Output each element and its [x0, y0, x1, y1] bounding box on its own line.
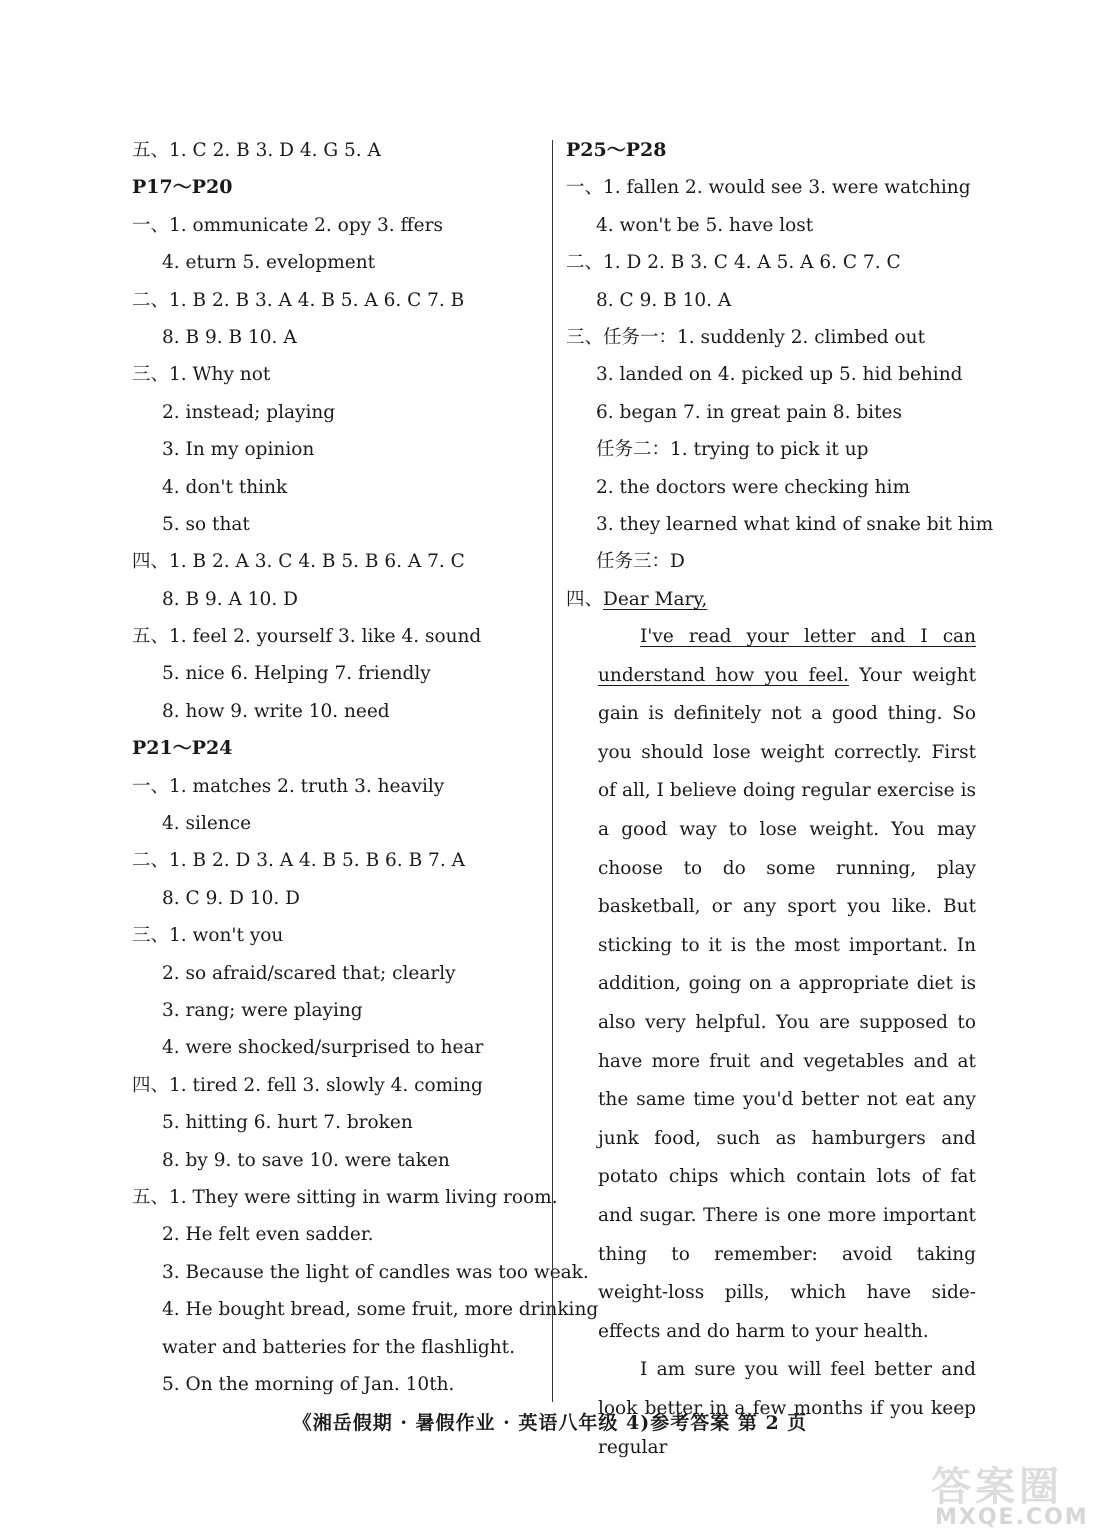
- answer-line: 三、1. Why not: [132, 364, 271, 386]
- answer-line: 2. so afraid/scared that; clearly: [162, 962, 456, 984]
- letter-section-marker: 四、: [566, 588, 604, 610]
- answer-line: 五、1. C 2. B 3. D 4. G 5. A: [132, 140, 381, 161]
- letter-paragraph-1: [566, 618, 976, 1351]
- answer-line: 2. instead; playing: [162, 401, 336, 423]
- letter-salutation: Dear Mary,: [603, 588, 708, 610]
- answer-line: 2. He felt even sadder.: [162, 1224, 374, 1246]
- answer-line: 3. In my opinion: [162, 439, 315, 461]
- answer-line: 一、1. ommunicate 2. opy 3. ffers: [132, 214, 443, 236]
- watermark-logo: [925, 1455, 1095, 1533]
- answer-line: 3. landed on 4. picked up 5. hid behind: [596, 364, 963, 386]
- answer-line: water and batteries for the flashlight.: [162, 1336, 515, 1358]
- answer-line: 6. began 7. in great pain 8. bites: [596, 401, 902, 423]
- answer-line: 8. C 9. B 10. A: [596, 289, 732, 311]
- answer-line: 4. were shocked/surprised to hear: [162, 1037, 484, 1059]
- letter-underlined-opening: I've read your letter and I can understand how you feel.: [598, 626, 976, 686]
- answer-line: 3. Because the light of candles was too weak.: [162, 1261, 589, 1283]
- answer-line: 4. won't be 5. have lost: [596, 214, 814, 236]
- column-divider: [552, 140, 553, 1402]
- watermark-url: MXQE.COM: [935, 1505, 1089, 1530]
- answer-line: 8. by 9. to save 10. were taken: [162, 1149, 450, 1171]
- answer-line: 8. C 9. D 10. D: [162, 887, 300, 909]
- answer-line: 一、1. fallen 2. would see 3. were watching: [566, 177, 971, 199]
- answer-line: 二、1. B 2. D 3. A 4. B 5. B 6. B 7. A: [132, 850, 465, 872]
- answer-line: 4. He bought bread, some fruit, more drinking: [162, 1299, 599, 1321]
- answer-line: 5. nice 6. Helping 7. friendly: [162, 663, 431, 685]
- answer-line: 5. hitting 6. hurt 7. broken: [162, 1112, 413, 1134]
- answer-line: 任务二：1. trying to pick it up: [596, 439, 869, 461]
- answer-line: 8. how 9. write 10. need: [162, 700, 390, 722]
- watermark-mark: 答案圈: [931, 1464, 1063, 1510]
- answer-line: 二、1. B 2. B 3. A 4. B 5. A 6. C 7. B: [132, 289, 465, 311]
- answer-line: 四、1. tired 2. fell 3. slowly 4. coming: [132, 1074, 483, 1096]
- answer-line: 五、1. feel 2. yourself 3. like 4. sound: [132, 626, 482, 648]
- letter-salutation-line: [566, 581, 976, 618]
- section-heading: P21～P24: [132, 737, 233, 760]
- letter-body-2: I am sure you will feel better and look better in a few months if you keep regular: [598, 1359, 976, 1458]
- section-heading: P25～P28: [566, 139, 667, 161]
- answer-line: 8. B 9. A 10. D: [162, 588, 298, 610]
- answer-line: 8. B 9. B 10. A: [162, 326, 297, 348]
- answer-line: 5. so that: [162, 513, 250, 535]
- answer-line: 3. rang; were playing: [162, 999, 363, 1021]
- answer-line: 三、1. won't you: [132, 925, 284, 947]
- answer-line: 任务三：D: [596, 551, 685, 573]
- right-column: [566, 132, 994, 1467]
- page-footer: 《湘岳假期 · 暑假作业 · 英语八年级 4)参考答案 第 2 页: [292, 1412, 808, 1434]
- answer-line: 一、1. matches 2. truth 3. heavily: [132, 775, 445, 797]
- answer-line: 2. the doctors were checking him: [596, 476, 911, 498]
- answer-line: 5. On the morning of Jan. 10th.: [162, 1373, 455, 1395]
- answer-line: 3. they learned what kind of snake bit him: [596, 513, 994, 535]
- answer-line: 二、1. D 2. B 3. C 4. A 5. A 6. C 7. C: [566, 252, 901, 274]
- answer-line: 五、1. They were sitting in warm living room.: [132, 1186, 558, 1208]
- answer-line: 4. eturn 5. evelopment: [162, 252, 376, 274]
- answer-line: 4. don't think: [162, 476, 288, 498]
- answer-line: 4. silence: [162, 813, 252, 835]
- section-heading: P17～P20: [132, 176, 233, 199]
- letter-body-1: Your weight gain is definitely not a good thing. So you should lose weight correctly. First of all, I believe doing regular exercise is a good way to lose weight. You may choose to do some running, play basketball, or any sport you like. But sticking to it is the most important. In addition, going on a appropriate diet is also very helpful. You are supposed to have more fruit and vegetables and at the same time you'd better not eat any junk food, such as hamburgers and potato chips which contain lots of fat and sugar. There is one more important thing to remember: avoid taking weight-loss pills, which have side-effects and do harm to your health.: [598, 664, 977, 1342]
- left-column: [132, 132, 599, 1403]
- answer-line: 三、任务一：1. suddenly 2. climbed out: [566, 326, 926, 348]
- answer-line: 四、1. B 2. A 3. C 4. B 5. B 6. A 7. C: [132, 551, 465, 573]
